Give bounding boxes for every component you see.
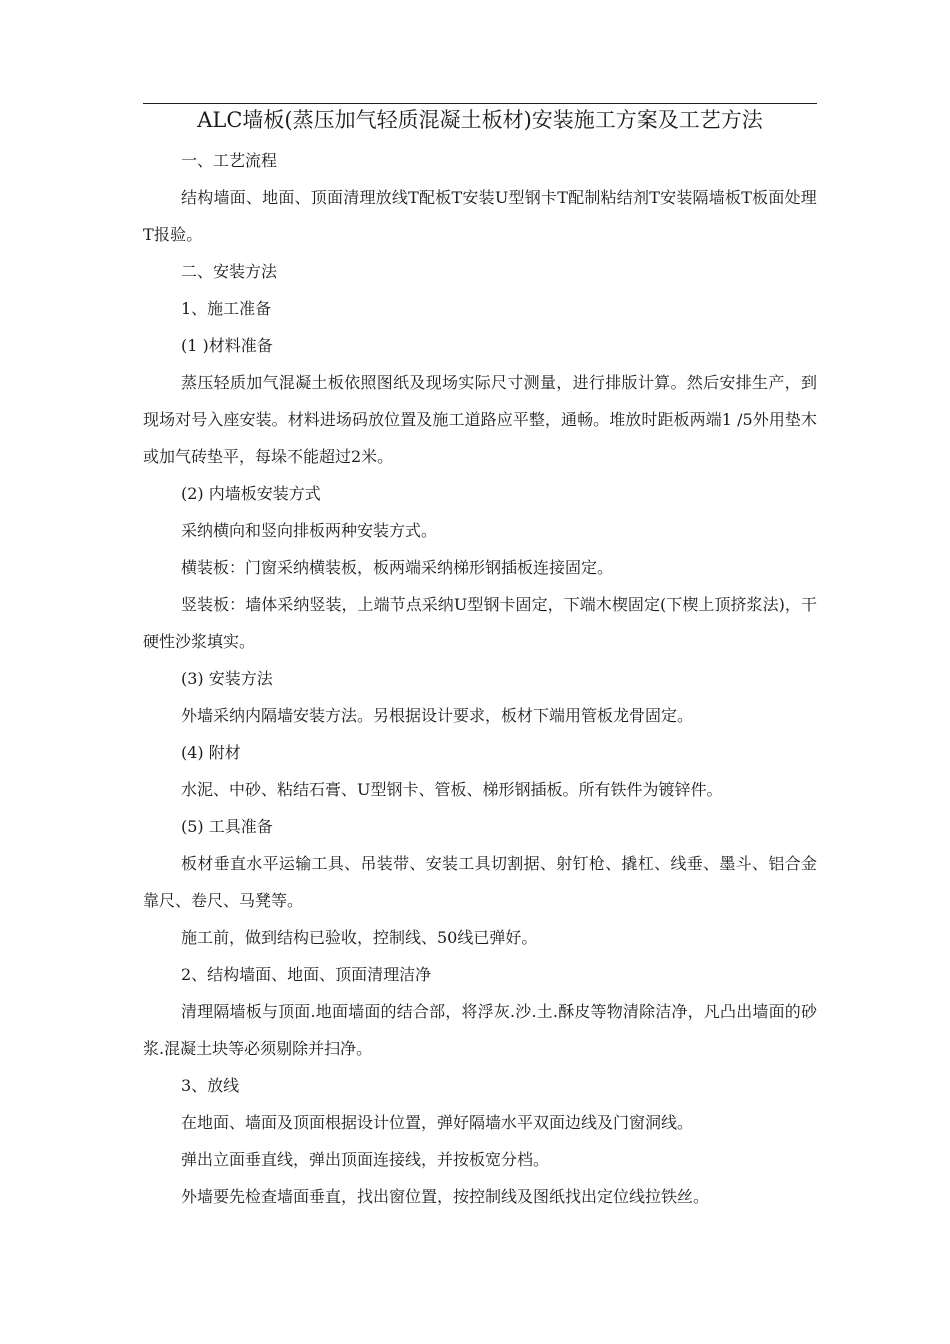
subheading-install-method: (3) 安装方法 (181, 669, 273, 688)
paragraph-vertical-lines: 弹出立面垂直线，弹出顶面连接线，并按板宽分档。 (181, 1150, 550, 1169)
paragraph-install-modes: 采纳横向和竖向排板两种安装方式。 (181, 521, 438, 540)
subheading-accessories: (4) 附材 (181, 743, 241, 762)
subheading-inner-wall-install: (2) 内墙板安装方式 (181, 484, 321, 503)
paragraph-horizontal-panel: 横装板：门窗采纳横装板，板两端采纳梯形钢插板连接固定。 (181, 558, 614, 577)
paragraph-exterior-wall: 外墙采纳内隔墙安装方法。另根据设计要求，板材下端用管板龙骨固定。 (181, 706, 694, 725)
document-body (143, 142, 817, 1215)
paragraph-exterior-check: 外墙要先检查墙面垂直，找出窗位置，按控制线及图纸找出定位线拉铁丝。 (181, 1187, 710, 1206)
paragraph-before-construction: 施工前，做到结构已验收，控制线、50线已弹好。 (181, 928, 538, 947)
paragraph-tools: 板材垂直水平运输工具、吊装带、安装工具切割据、射钉枪、撬杠、线垂、墨斗、铝合金靠尺、卷尺、马凳等。 (143, 854, 817, 910)
section-heading-install-method: 二、安装方法 (181, 262, 278, 281)
paragraph-layout-lines: 在地面、墙面及顶面根据设计位置，弹好隔墙水平双面边线及门窗洞线。 (181, 1113, 694, 1132)
document-title: ALC墙板(蒸压加气轻质混凝土板材)安装施工方案及工艺方法 (197, 108, 763, 132)
subheading-layout-lines: 3、放线 (181, 1076, 240, 1095)
paragraph-accessories: 水泥、中砂、粘结石膏、U型钢卡、管板、梯形钢插板。所有铁件为镀锌件。 (181, 780, 723, 799)
subheading-material-prep: (1 )材料准备 (181, 336, 273, 355)
paragraph-material-prep: 蒸压轻质加气混凝土板依照图纸及现场实际尺寸测量，进行排版计算。然后安排生产，到现场对号入座安装。材料进场码放位置及施工道路应平整，通畅。堆放时距板两端1 /5外用垫木或加气砖垫平，每垛不能超过2米。 (143, 373, 817, 466)
subheading-tools: (5) 工具准备 (181, 817, 273, 836)
paragraph-process-flow: 结构墙面、地面、顶面清理放线T配板T安装U型钢卡T配制粘结剂T安装隔墙板T板面处理T报验。 (143, 188, 817, 244)
subheading-preparation: 1、施工准备 (181, 299, 272, 318)
subheading-cleaning: 2、结构墙面、地面、顶面清理洁净 (181, 965, 432, 984)
section-heading-process: 一、工艺流程 (181, 151, 278, 170)
paragraph-vertical-panel: 竖装板：墙体采纳竖装，上端节点采纳U型钢卡固定，下端木楔固定(下楔上顶挤浆法)，干硬性沙浆填实。 (143, 595, 817, 651)
paragraph-cleaning: 清理隔墙板与顶面.地面墙面的结合部，将浮灰.沙.土.酥皮等物清除洁净，凡凸出墙面的砂浆.混凝土块等必须剔除并扫净。 (143, 1002, 817, 1058)
